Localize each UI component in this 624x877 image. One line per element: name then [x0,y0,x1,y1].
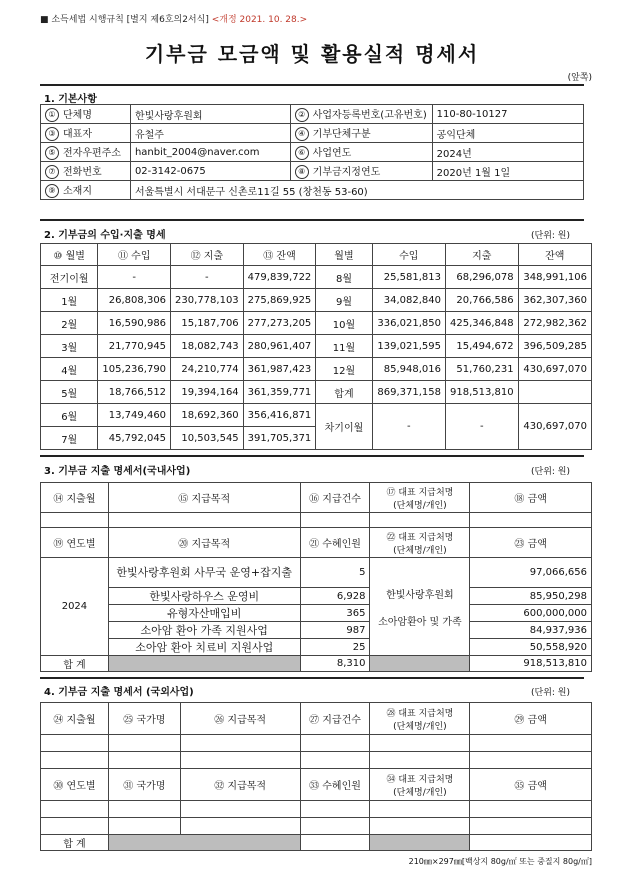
col-month-2: 월별 [316,244,372,266]
label-bizno: ② 사업자등록번호(고유번호) [290,105,432,124]
section-rule [40,219,584,221]
col-year: ㉚ 연도별 [41,769,109,801]
label-type: ④ 기부단체구분 [290,124,432,143]
table-row: 한빛사랑하우스 운영비 6,928 85,950,298 [41,588,592,605]
col-payee: ㉘ 대표 지급처명 (단체명/개인) [370,703,470,735]
col-amount: ㉙ 금액 [470,703,592,735]
carry-over-balance: 430,697,070 [518,404,591,450]
unit-label: (단위: 원) [531,688,570,698]
value-org: 한빛사랑후원회 [130,105,290,124]
label-email: ⑤ 전자우편주소 [41,143,131,162]
total-label: 합 계 [41,835,109,851]
total-row [41,656,592,672]
section-2-title: 2. 기부금의 수입·지출 명세 [44,230,166,241]
section-4-title: 4. 기부금 지출 명세서 (국외사업) [44,687,194,698]
col-balance-2: 잔액 [518,244,591,266]
carry-over-label: 차기이월 [316,404,372,450]
front-page-label: (앞쪽) [567,73,592,83]
col-expense-2: 지출 [445,244,518,266]
col-beneficiaries: ㉑ 수혜인원 [300,528,370,558]
table-row: 3월 21,770,945 18,082,743 280,961,407 11월 139,021,595 15,494,672 396,509,285 [41,335,592,358]
empty-row [41,513,592,528]
col-payee-2: ㉒ 대표 지급처명 (단체명/개인) [370,528,470,558]
table-row: 2024 한빛사랑후원회 사무국 운영+잡지출 5 한빛사랑후원회 소아암환아 및 가족 97,066,656 [41,558,592,588]
col-purpose: ⑮ 지급목적 [108,483,300,513]
domestic-payee: 한빛사랑후원회 소아암환아 및 가족 [370,558,470,656]
col-purpose: ㉖ 지급목적 [180,703,300,735]
col-amount: ⑱ 금액 [470,483,592,513]
overseas-expense-table [40,702,592,851]
value-addr: 서울특별시 서대문구 신촌로11길 55 (창천동 53-60) [130,181,583,200]
table-row: 5월 18,766,512 19,394,164 361,359,771 합계 869,371,158 918,513,810 [41,381,592,404]
total-label: 합 계 [41,656,109,672]
empty-row [41,801,592,818]
col-payee: ⑰ 대표 지급처명 (단체명/개인) [370,483,470,513]
label-tel: ⑦ 전화번호 [41,162,131,181]
table-row: 소아암 환아 치료비 지원사업 25 50,558,920 [41,639,592,656]
col-amount-2: ㉓ 금액 [470,528,592,558]
total-count: 8,310 [300,656,370,672]
carry-over-income: - [372,404,445,450]
table-row: 1월 26,808,306 230,778,103 275,869,925 9월 34,082,840 20,766,586 362,307,360 [41,289,592,312]
table-row: 전기이월 - - 479,839,722 8월 25,581,813 68,296,078 348,991,106 [41,266,592,289]
col-amount-2: ㉟ 금액 [470,769,592,801]
col-income-2: 수입 [372,244,445,266]
col-purpose-2: ㉜ 지급목적 [180,769,300,801]
col-payee-2: ㉞ 대표 지급처명 (단체명/개인) [370,769,470,801]
income-expense-table [40,243,592,450]
label-desig: ⑧ 기부금지정연도 [290,162,432,181]
domestic-year: 2024 [41,558,109,656]
section-1-title: 1. 기본사항 [44,94,97,105]
col-country-2: ㉛ 국가명 [108,769,180,801]
section-rule [40,677,584,679]
unit-label: (단위: 원) [531,231,570,241]
revision-date: <개정 2021. 10. 28.> [211,15,308,25]
form-ref-text: ■ 소득세법 시행규칙 [별지 제6호의2서식] [40,15,209,25]
col-expense-month: ⑭ 지출월 [41,483,109,513]
col-income: ⑪ 수입 [98,244,171,266]
empty-row [41,752,592,769]
empty-row [41,818,592,835]
col-count: ⑯ 지급건수 [300,483,370,513]
col-count: ㉗ 지급건수 [300,703,370,735]
section-3-title: 3. 기부금 지출 명세서(국내사업) [44,466,191,477]
value-desig: 2020년 1월 1일 [432,162,583,181]
col-month: ⑩ 월별 [41,244,98,266]
label-year: ⑥ 사업연도 [290,143,432,162]
paper-spec: 210㎜×297㎜[백상지 80g/㎡ 또는 중질지 80g/㎡] [408,857,592,866]
total-amount: 918,513,810 [470,656,592,672]
table-row: 유형자산매입비 365 600,000,000 [41,605,592,622]
table-row: 2월 16,590,986 15,187,706 277,273,205 10월 336,021,850 425,346,848 272,982,362 [41,312,592,335]
value-type: 공익단체 [432,124,583,143]
carry-over-expense: - [445,404,518,450]
section-rule [40,84,584,86]
table-row: 7월 45,792,045 10,503,545 391,705,371 [41,427,592,450]
unit-label: (단위: 원) [531,467,570,477]
col-expense: ⑫ 지출 [171,244,244,266]
col-balance: ⑬ 잔액 [243,244,316,266]
col-beneficiaries: ㉝ 수혜인원 [300,769,370,801]
value-rep: 유철주 [130,124,290,143]
page-title: 기부금 모금액 및 활용실적 명세서 [144,42,480,66]
section-rule [40,455,584,457]
table-row: 6월 13,749,460 18,692,360 356,416,871 차기이월 - - 430,697,070 [41,404,592,427]
empty-row [41,735,592,752]
value-year: 2024년 [432,143,583,162]
col-country: ㉕ 국가명 [108,703,180,735]
total-row [41,835,592,851]
value-tel: 02-3142-0675 [130,162,290,181]
label-rep: ③ 대표자 [41,124,131,143]
table-row: 소아암 환아 가족 지원사업 987 84,937,936 [41,622,592,639]
domestic-expense-table [40,482,592,672]
value-email: hanbit_2004@naver.com [130,143,290,162]
label-addr: ⑨ 소재지 [41,181,131,200]
table-row: 4월 105,236,790 24,210,774 361,987,423 12월 85,948,016 51,760,231 430,697,070 [41,358,592,381]
form-reference [40,12,307,25]
label-org: ① 단체명 [41,105,131,124]
col-purpose-2: ⑳ 지급목적 [108,528,300,558]
value-bizno: 110-80-10127 [432,105,583,124]
col-year: ⑲ 연도별 [41,528,109,558]
col-expense-month: ㉔ 지출월 [41,703,109,735]
basic-info-table [40,104,584,200]
